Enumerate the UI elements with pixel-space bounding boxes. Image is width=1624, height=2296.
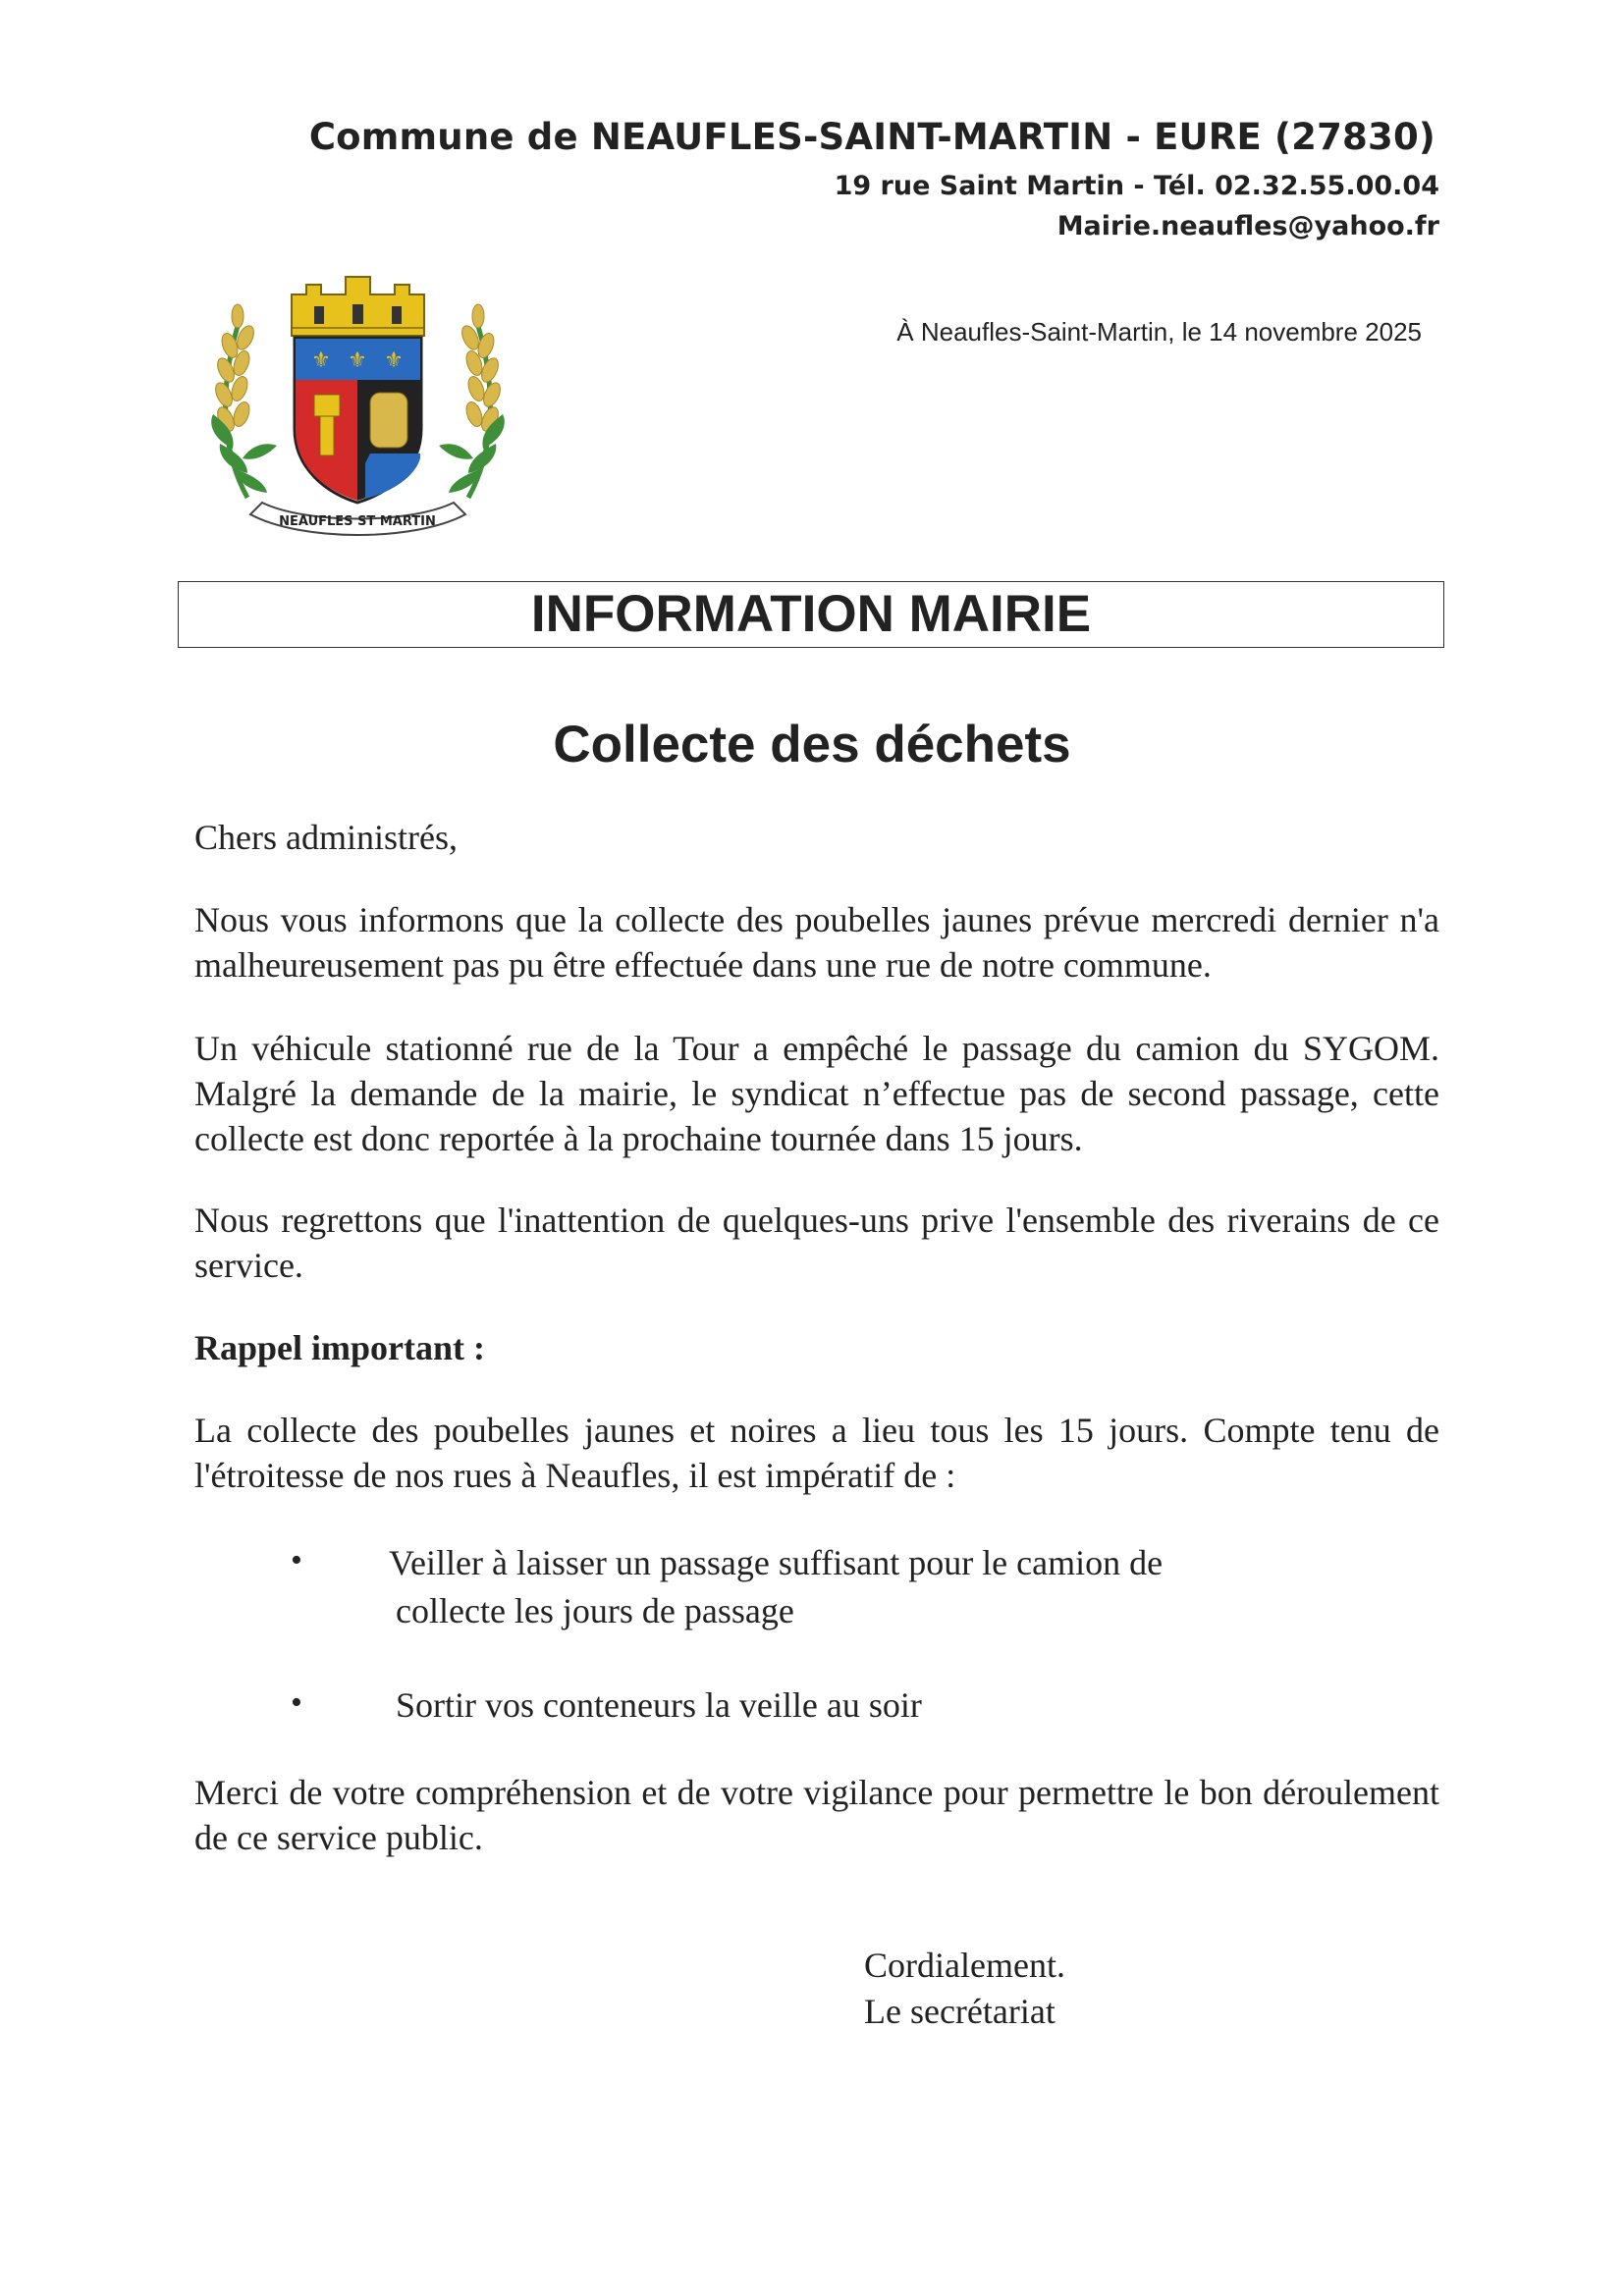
shield xyxy=(295,338,421,503)
paragraph-5: Merci de votre compréhension et de votre vigilance pour permettre le bon déroulement de ce service public. xyxy=(194,1773,1439,1857)
banner-title: INFORMATION MAIRIE xyxy=(530,585,1092,643)
subject-heading: Collecte des déchets xyxy=(553,716,1071,774)
greeting: Chers administrés, xyxy=(194,818,458,857)
commune-title: Commune de NEAUFLES-SAINT-MARTIN - EURE (27830) xyxy=(308,116,1435,158)
mural-crown xyxy=(292,277,424,336)
bullet-1-dot: • xyxy=(291,1542,302,1578)
bullet-1-line-1: Veiller à laisser un passage suffisant pour le camion de xyxy=(389,1543,1164,1582)
paragraph-1: Nous vous informons que la collecte des poubelles jaunes prévue mercredi dernier n'a malheureusement pas pu être effectuée dans une rue de notre commune. xyxy=(194,900,1439,985)
paragraph-3: Nous regrettons que l'inattention de quelques-uns prive l'ensemble des riverains de ce service. xyxy=(194,1201,1439,1285)
bullet-1-line-2: collecte les jours de passage xyxy=(396,1591,794,1630)
signature-name: Le secrétariat xyxy=(864,1992,1056,2031)
name-ribbon xyxy=(250,503,465,535)
svg-text:⚜: ⚜ xyxy=(384,348,404,373)
svg-text:⚜: ⚜ xyxy=(311,348,331,373)
ribbon-text: NEAUFLES ST MARTIN xyxy=(279,514,436,529)
date-line: À Neaufles-Saint-Martin, le 14 novembre 2025 xyxy=(896,317,1422,347)
paragraph-2: Un véhicule stationné rue de la Tour a empêché le passage du camion du SYGOM. Malgré la demande de la mairie, le syndicat n’effectue pas de second passage, cette collecte est donc reportée à la prochaine tournée dans 15 jours. xyxy=(194,1029,1439,1158)
bullet-2-line-1: Sortir vos conteneurs la veille au soir xyxy=(396,1685,922,1725)
rappel-heading: Rappel important : xyxy=(194,1328,485,1367)
bullet-2-dot: • xyxy=(291,1684,302,1721)
svg-text:⚜: ⚜ xyxy=(348,348,367,373)
wreath-right xyxy=(439,304,505,498)
wreath-left xyxy=(211,304,277,498)
commune-address: 19 rue Saint Martin - Tél. 02.32.55.00.04 xyxy=(834,171,1439,201)
coat-of-arms-icon xyxy=(208,267,508,547)
paragraph-4: La collecte des poubelles jaunes et noires a lieu tous les 15 jours. Compte tenu de l'étroitesse de nos rues à Neaufles, il est impératif de : xyxy=(194,1411,1439,1495)
info-banner xyxy=(178,581,1444,648)
signature-closing: Cordialement. xyxy=(864,1946,1065,1985)
commune-email: Mairie.neaufles@yahoo.fr xyxy=(1056,211,1439,241)
